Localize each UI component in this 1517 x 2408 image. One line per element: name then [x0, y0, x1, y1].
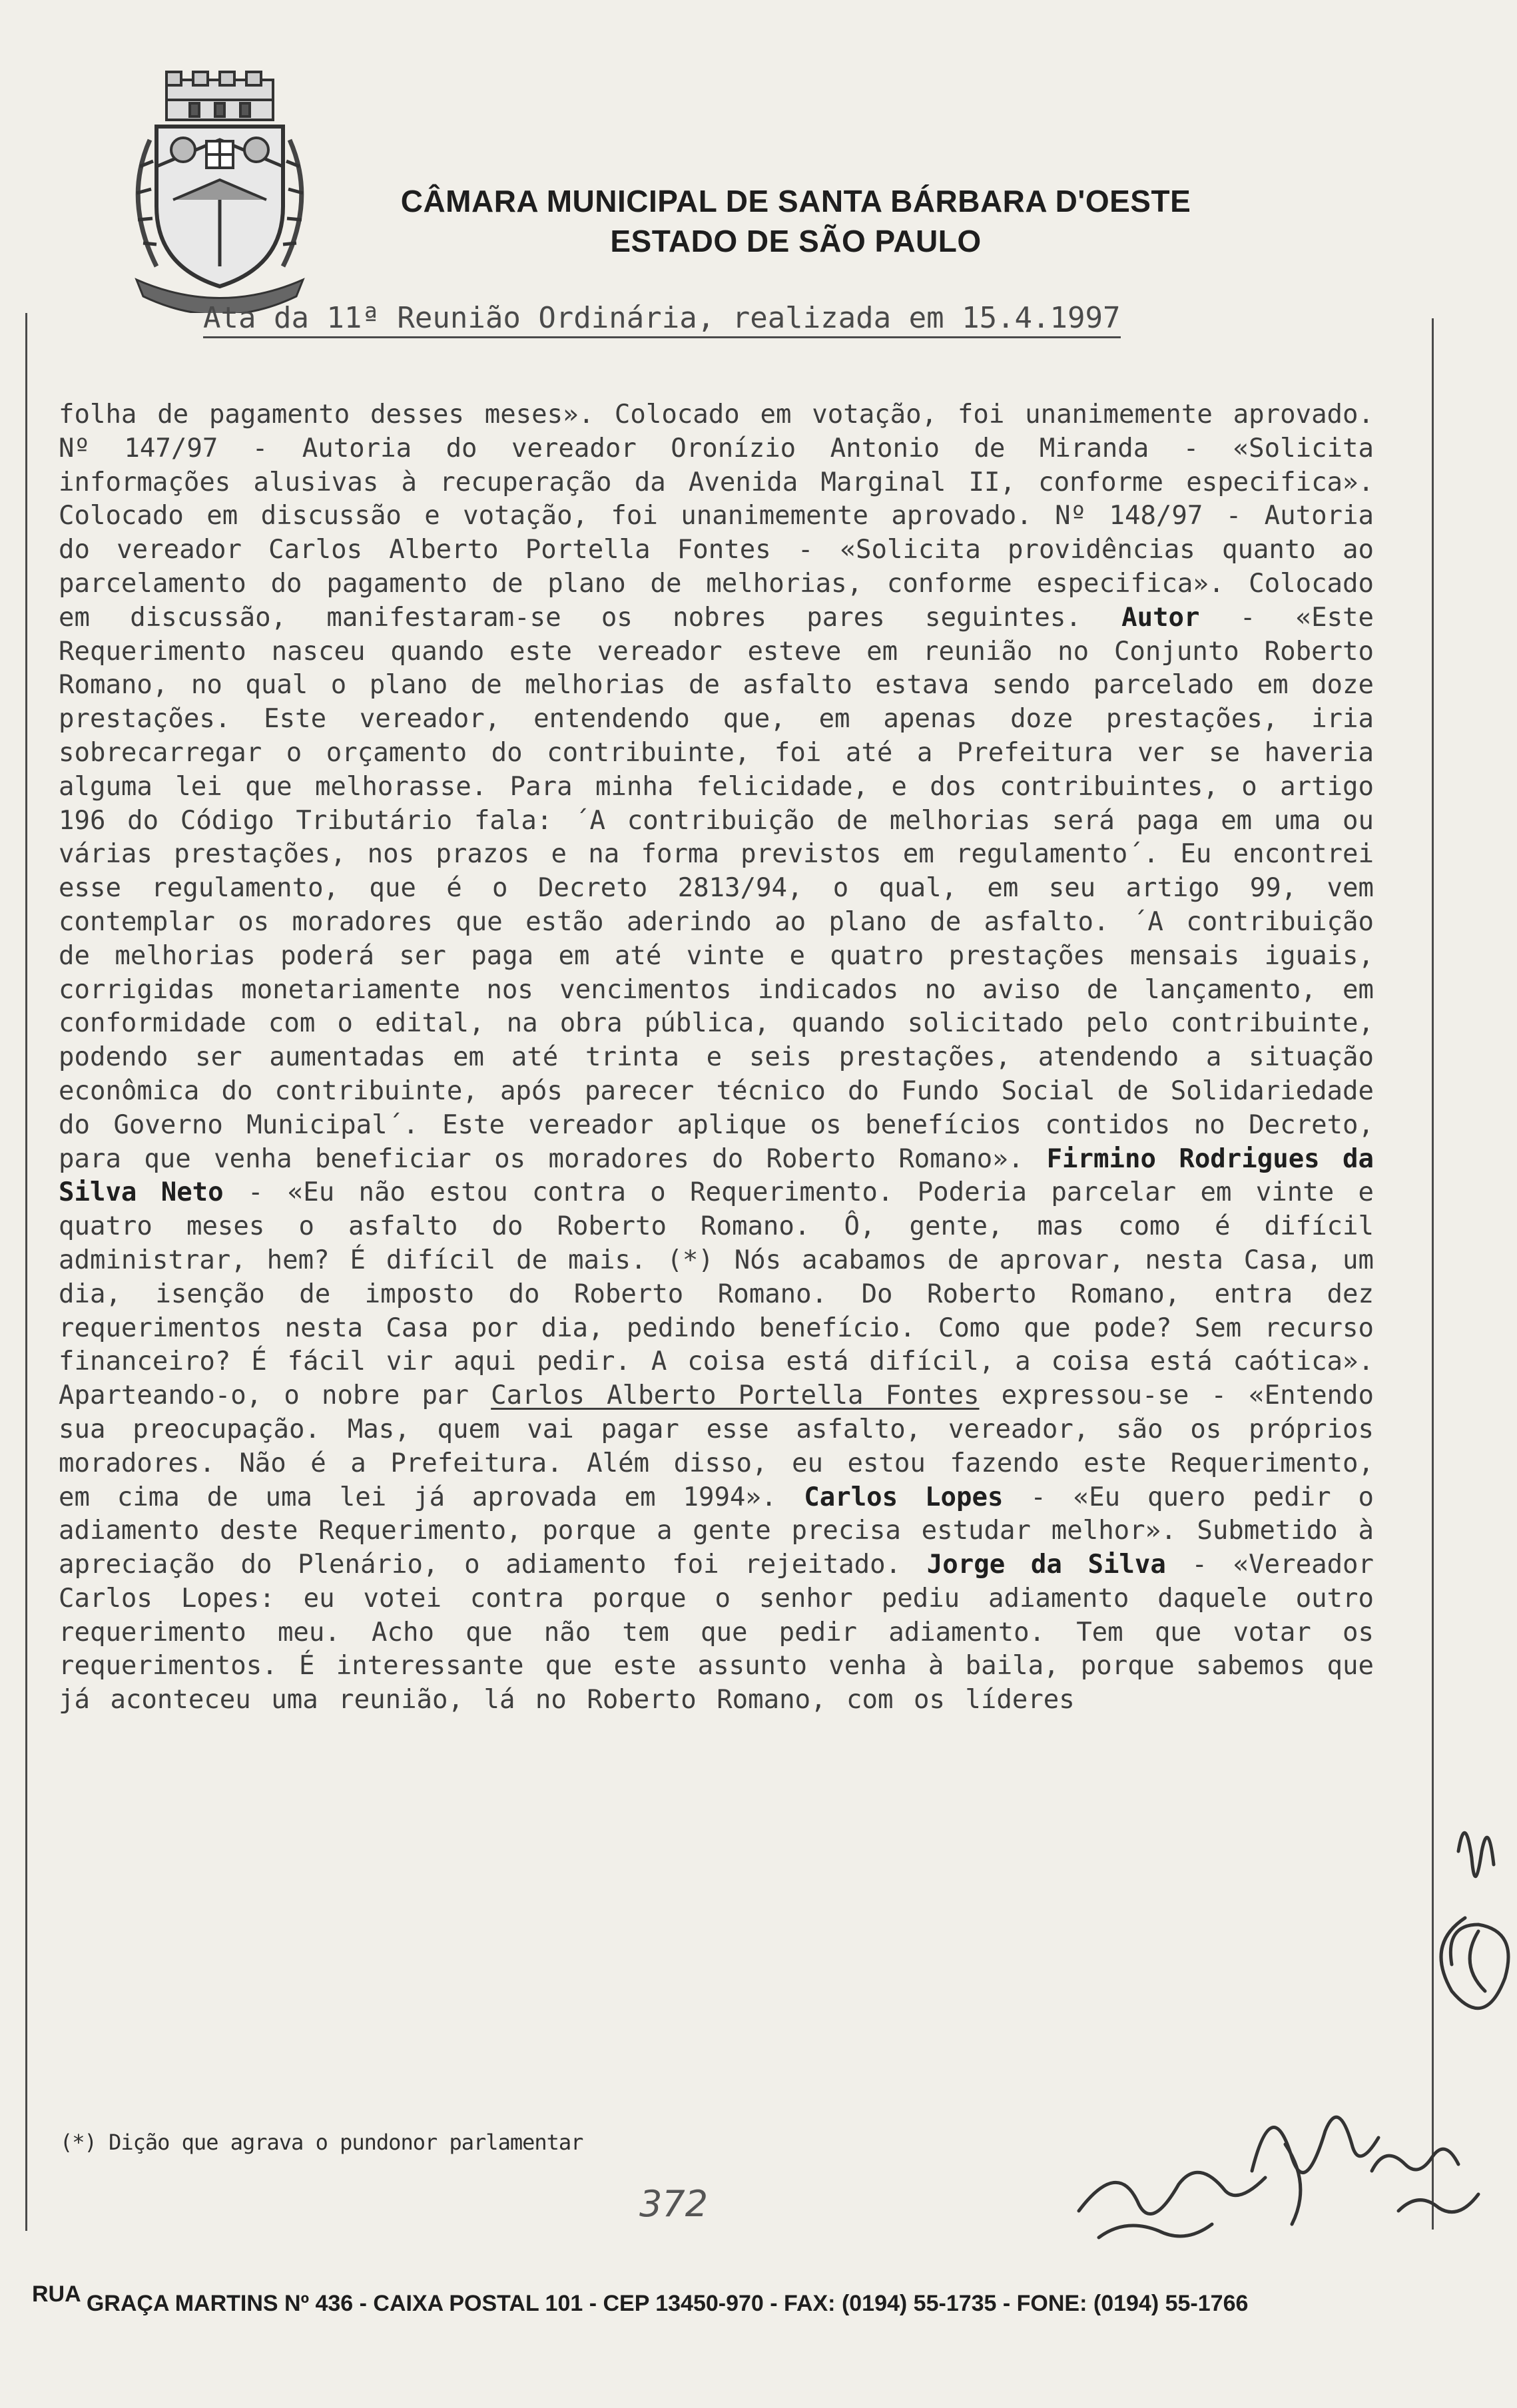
body-paragraph: - «Este Requerimento nasceu quando este vereador esteve em reunião no Conjunto Roberto Romano, no qual o plano de melhorias de asfalto estava sendo parcelado em doze prestações. Este vereador, entendendo que, em apenas doze prestações, iria sobrecarregar o orçamento do contribuinte, foi até a Prefeitura ver se haveria alguma lei que melhorasse. Para minha felicidade, e dos contribuintes, o artigo 196 do Código Tributário fala: ´A contribuição de melhorias será paga em uma ou várias prestações, nos prazos e na forma previstos em regulamento´. Eu encontrei esse regulamento, que é o Decreto 2813/94, o qual, em seu artigo 99, vem contemplar os moradores que estão aderindo ao plano de asfalto. ´A contribuição de melhorias poderá ser paga em até vinte e quatro prestações mensais iguais, corrigidas monetariamente nos vencimentos indicados no aviso de lançamento, em conformidade com o edital, na obra pública, quando solicitado pelo contribuinte, podendo ser aumentadas em até trinta e seis prestações, atendendo a situação econômica do contribuinte, após parecer técnico do Fundo Social de Solidariedade do Governo Municipal´. Este vereador aplique os benefícios contidos no Decreto, para que venha beneficiar os moradores do Roberto Romano».: [59, 602, 1374, 1174]
street-prefix: RUA: [32, 2281, 81, 2307]
body-paragraph: expressou-se - «Entendo sua preocupação. Mas, quem vai pagar esse asfalto, vereador, são os próprios moradores. Não é a Prefeitura. Além disso, eu estou fazendo este Requerimento, em cima de uma lei já aprovada em 1994».: [59, 1380, 1374, 1512]
footer-address: [32, 2281, 1249, 2317]
state-name: ESTADO DE SÃO PAULO: [610, 224, 982, 258]
body-paragraph: - «Eu não estou contra o Requerimento. Poderia parcelar em vinte e quatro meses o asfalto do Roberto Romano. Ô, gente, mas como é difícil administrar, hem? É difícil de mais. (*) Nós acabamos de aprovar, nesta Casa, um dia, isenção de imposto do Roberto Romano. Do Roberto Romano, entra dez requerimentos nesta Casa por dia, pedindo benefício. Como que pode? Sem recurso financeiro? É fácil vir aqui pedir. A coisa está difícil, a coisa está caótica». Aparteando-o, o nobre par: [59, 1177, 1374, 1411]
speaker-name: Carlos Lopes: [804, 1482, 1004, 1512]
coat-of-arms-icon: [110, 67, 330, 313]
institution-header: [373, 181, 1219, 261]
institution-name: CÂMARA MUNICIPAL DE SANTA BÁRBARA D'OESTE: [400, 184, 1191, 218]
aparte-name: Carlos Alberto Portella Fontes: [491, 1380, 980, 1411]
body-paragraph: - «Eu quero pedir o adiamento deste Requerimento, porque a gente precisa estudar melhor». Submetido à apreciação do Plenário, o adiamento foi rejeitado.: [59, 1482, 1374, 1580]
minutes-title: Ata da 11ª Reunião Ordinária, realizada em 15.4.1997: [203, 301, 1121, 338]
speaker-name: Autor: [1121, 602, 1200, 633]
page-number: 372: [639, 2183, 709, 2225]
minutes-body: [59, 398, 1374, 1717]
footnote: (*) Dição que agrava o pundonor parlamentar: [60, 2130, 583, 2155]
left-margin-rule: [25, 313, 27, 2231]
body-paragraph: - «Vereador Carlos Lopes: eu votei contra porque o senhor pediu adiamento daquele outro requerimento meu. Acho que não tem que pedir adiamento. Tem que votar os requerimentos. É interessante que este assunto venha à baila, porque sabemos que já aconteceu uma reunião, lá no Roberto Romano, com os líderes: [59, 1550, 1374, 1715]
speaker-name: Jorge da Silva: [926, 1550, 1166, 1580]
address-text: GRAÇA MARTINS Nº 436 - CAIXA POSTAL 101 - CEP 13450-970 - FAX: (0194) 55-1735 - FONE: (0194) 55-1766: [86, 2291, 1249, 2316]
body-paragraph: folha de pagamento desses meses». Colocado em votação, foi unanimemente aprovado. Nº 147/97 - Autoria do vereador Oronízio Antonio de Miranda - «Solicita informações alusivas à recuperação da Avenida Marginal II, conforme especifica». Colocado em discussão e votação, foi unanimemente aprovado. Nº 148/97 - Autoria do vereador Carlos Alberto Portella Fontes - «Solicita providências quanto ao parcelamento do pagamento de plano de melhorias, conforme especifica». Colocado em discussão, manifestaram-se os nobres pares seguintes.: [59, 400, 1374, 633]
speaker-name: Firmino Rodrigues da Silva Neto: [59, 1143, 1374, 1208]
signatures-icon: [999, 1798, 1517, 2264]
